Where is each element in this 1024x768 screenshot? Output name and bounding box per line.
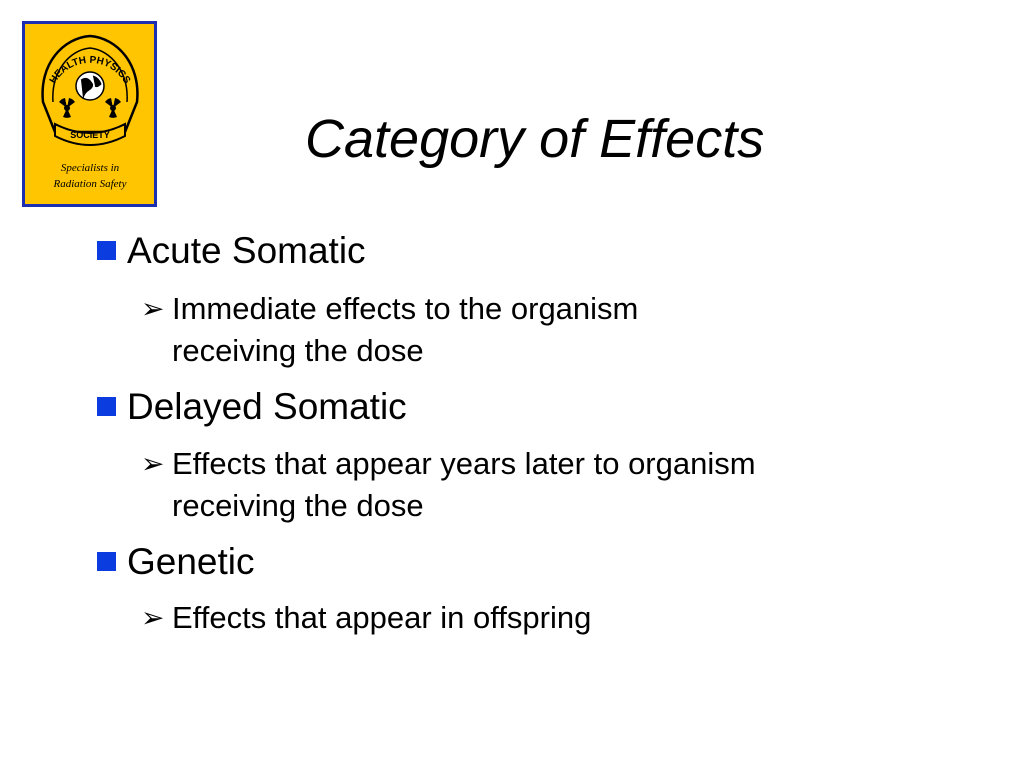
sub-bullet-acute-somatic — [141, 288, 638, 372]
sub-bullet-delayed-somatic — [141, 443, 756, 527]
bullet-item-genetic — [97, 543, 255, 580]
bullet-heading: Delayed Somatic — [127, 386, 407, 427]
square-bullet-icon — [97, 397, 116, 416]
slide-title: Category of Effects — [305, 109, 765, 169]
logo-band-text: SOCIETY — [70, 130, 110, 140]
bullet-heading: Genetic — [127, 541, 255, 582]
sub-bullet-text: Immediate effects to the organism receiving the dose — [172, 291, 639, 368]
square-bullet-icon — [97, 241, 116, 260]
arrow-bullet-icon: ➢ — [141, 292, 165, 325]
logo-tagline-line1: Specialists in — [60, 162, 120, 174]
sub-bullet-text: Effects that appear years later to organism receiving the dose — [172, 446, 756, 523]
square-bullet-icon — [97, 552, 116, 571]
bullet-item-delayed-somatic — [97, 388, 407, 425]
health-physics-society-logo — [22, 21, 157, 207]
sub-bullet-genetic — [141, 597, 591, 639]
sub-bullet-text: Effects that appear in offspring — [172, 600, 592, 635]
arrow-bullet-icon: ➢ — [141, 601, 165, 634]
arrow-bullet-icon: ➢ — [141, 447, 165, 480]
logo-arc-text: HEALTH PHYSICS — [47, 54, 133, 86]
logo-emblem-icon — [25, 24, 154, 204]
bullet-heading: Acute Somatic — [127, 230, 366, 271]
logo-tagline-line2: Radiation Safety — [53, 178, 127, 190]
bullet-item-acute-somatic — [97, 232, 366, 269]
